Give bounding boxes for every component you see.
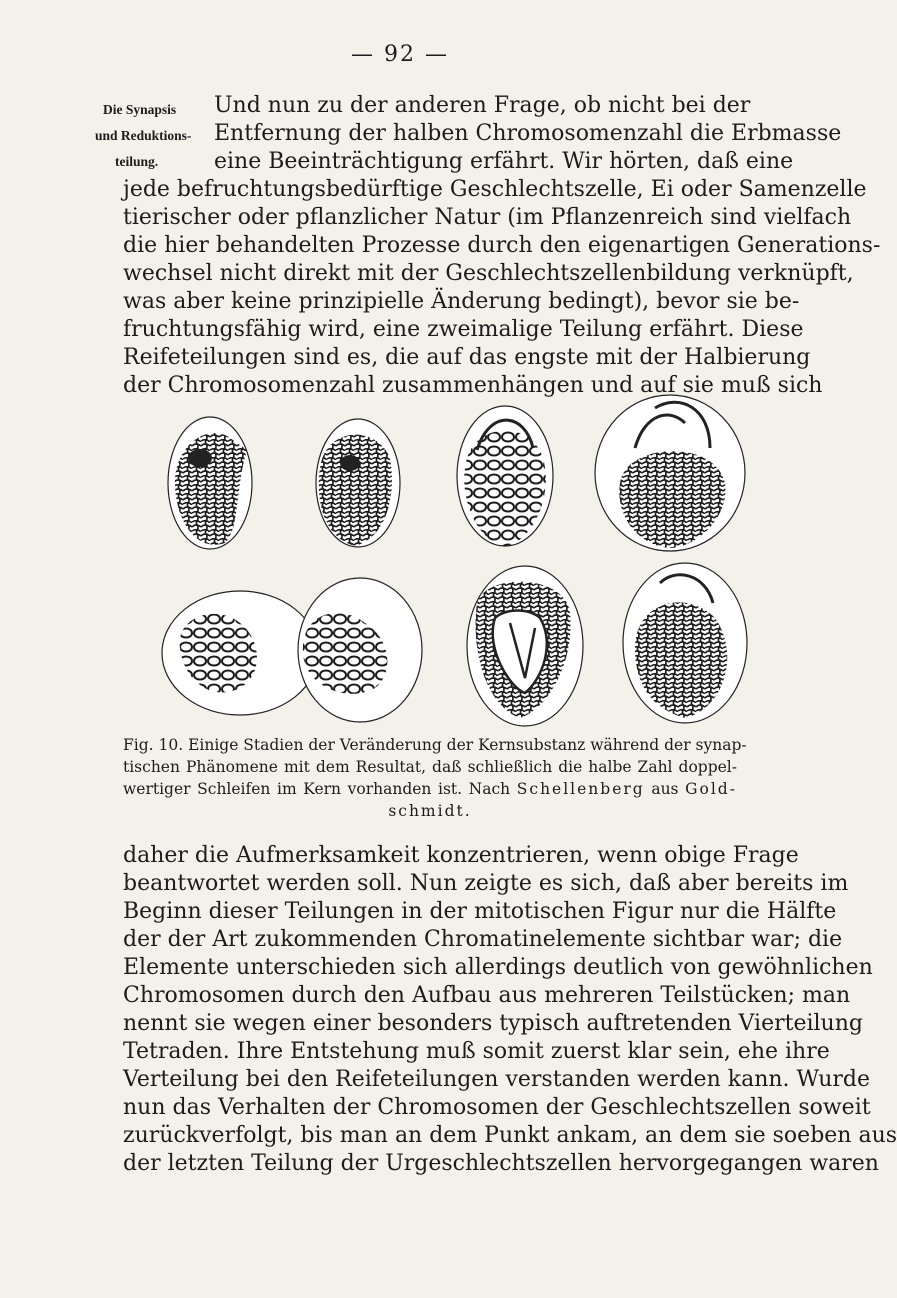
para1-line-6: die hier behandelten Prozesse durch den eigenartigen Generations- <box>123 233 881 258</box>
para2-line-11: zurückverfolgt, bis man an dem Punkt ankam, an dem sie soeben aus <box>123 1123 897 1148</box>
para2-line-6: Chromosomen durch den Aufbau aus mehreren Teilstücken; man <box>123 983 851 1008</box>
para1-line-4: jede befruchtungsbedürftige Geschlechtszelle, Ei oder Samenzelle <box>123 177 867 202</box>
para2-line-3: Beginn dieser Teilungen in der mitotischen Figur nur die Hälfte <box>123 899 837 924</box>
para1-line-11: der Chromosomenzahl zusammenhängen und auf sie muß sich <box>123 373 823 398</box>
para2-line-1: daher die Aufmerksamkeit konzentrieren, wenn obige Frage <box>123 843 799 868</box>
para1-line-10: Reifeteilungen sind es, die auf das engste mit der Halbierung <box>123 345 811 370</box>
cell-6 <box>298 578 422 722</box>
cell-3 <box>457 406 553 546</box>
para1-line-3: eine Beeinträchtigung erfährt. Wir hörten, daß eine <box>214 149 794 174</box>
margin-note-line-2: und Reduktions- <box>95 128 192 143</box>
para2-line-2: beantwortet werden soll. Nun zeigte es sich, daß aber bereits im <box>123 871 849 896</box>
para1-line-7: wechsel nicht direkt mit der Geschlechtszellenbildung verknüpft, <box>123 261 854 286</box>
margin-note-line-1: Die Synapsis <box>103 102 177 117</box>
para2-line-9: Verteilung bei den Reifeteilungen verstanden werden kann. Wurde <box>123 1067 871 1092</box>
para2-line-5: Elemente unterschieden sich allerdings deutlich von gewöhnlichen <box>123 955 873 980</box>
nuclear-stages-illustration <box>165 388 755 733</box>
margin-note-line-3: teilung. <box>115 154 159 169</box>
caption-line-2: tischen Phänomene mit dem Resultat, daß schließlich die halbe Zahl doppel- <box>123 758 737 776</box>
para1-line-5: tierischer oder pflanzlicher Natur (im Pflanzenreich sind vielfach <box>123 205 852 230</box>
para1-line-8: was aber keine prinzipielle Änderung bedingt), bevor sie be- <box>123 289 800 314</box>
para1-line-1: Und nun zu der anderen Frage, ob nicht bei der <box>214 93 751 118</box>
page-number: — 92 — <box>351 42 449 67</box>
para2-line-12: der letzten Teilung der Urgeschlechtszellen hervorgegangen waren <box>123 1151 879 1176</box>
para2-line-8: Tetraden. Ihre Entstehung muß somit zuerst klar sein, ehe ihre <box>123 1039 830 1064</box>
para1-line-9: fruchtungsfähig wird, eine zweimalige Teilung erfährt. Diese <box>123 317 804 342</box>
cell-2 <box>316 419 400 547</box>
para2-line-4: der der Art zukommenden Chromatinelemente sichtbar war; die <box>123 927 843 952</box>
cell-8 <box>623 563 747 723</box>
caption-author-1: Schellenberg <box>516 780 645 798</box>
para2-line-10: nun das Verhalten der Chromosomen der Geschlechtszellen soweit <box>123 1095 871 1120</box>
caption-line-3 <box>123 778 737 800</box>
caption-author-2: Gold- <box>685 780 737 798</box>
caption-line-3-b: aus <box>651 780 679 798</box>
para1-line-2: Entfernung der halben Chromosomenzahl die Erbmasse <box>214 121 842 146</box>
caption-line-3-a: wertiger Schleifen im Kern vorhanden ist. Nach <box>123 780 511 798</box>
caption-line-4: schmidt. <box>388 802 472 820</box>
caption-line-1: Fig. 10. Einige Stadien der Veränderung der Kernsubstanz während der synap- <box>123 736 747 754</box>
figure-10 <box>165 388 755 733</box>
cell-7 <box>467 566 583 726</box>
para2-line-7: nennt sie wegen einer besonders typisch auftretenden Vierteilung <box>123 1011 863 1036</box>
cell-1 <box>168 417 252 549</box>
cell-4 <box>595 395 745 551</box>
cell-5 <box>162 591 318 715</box>
